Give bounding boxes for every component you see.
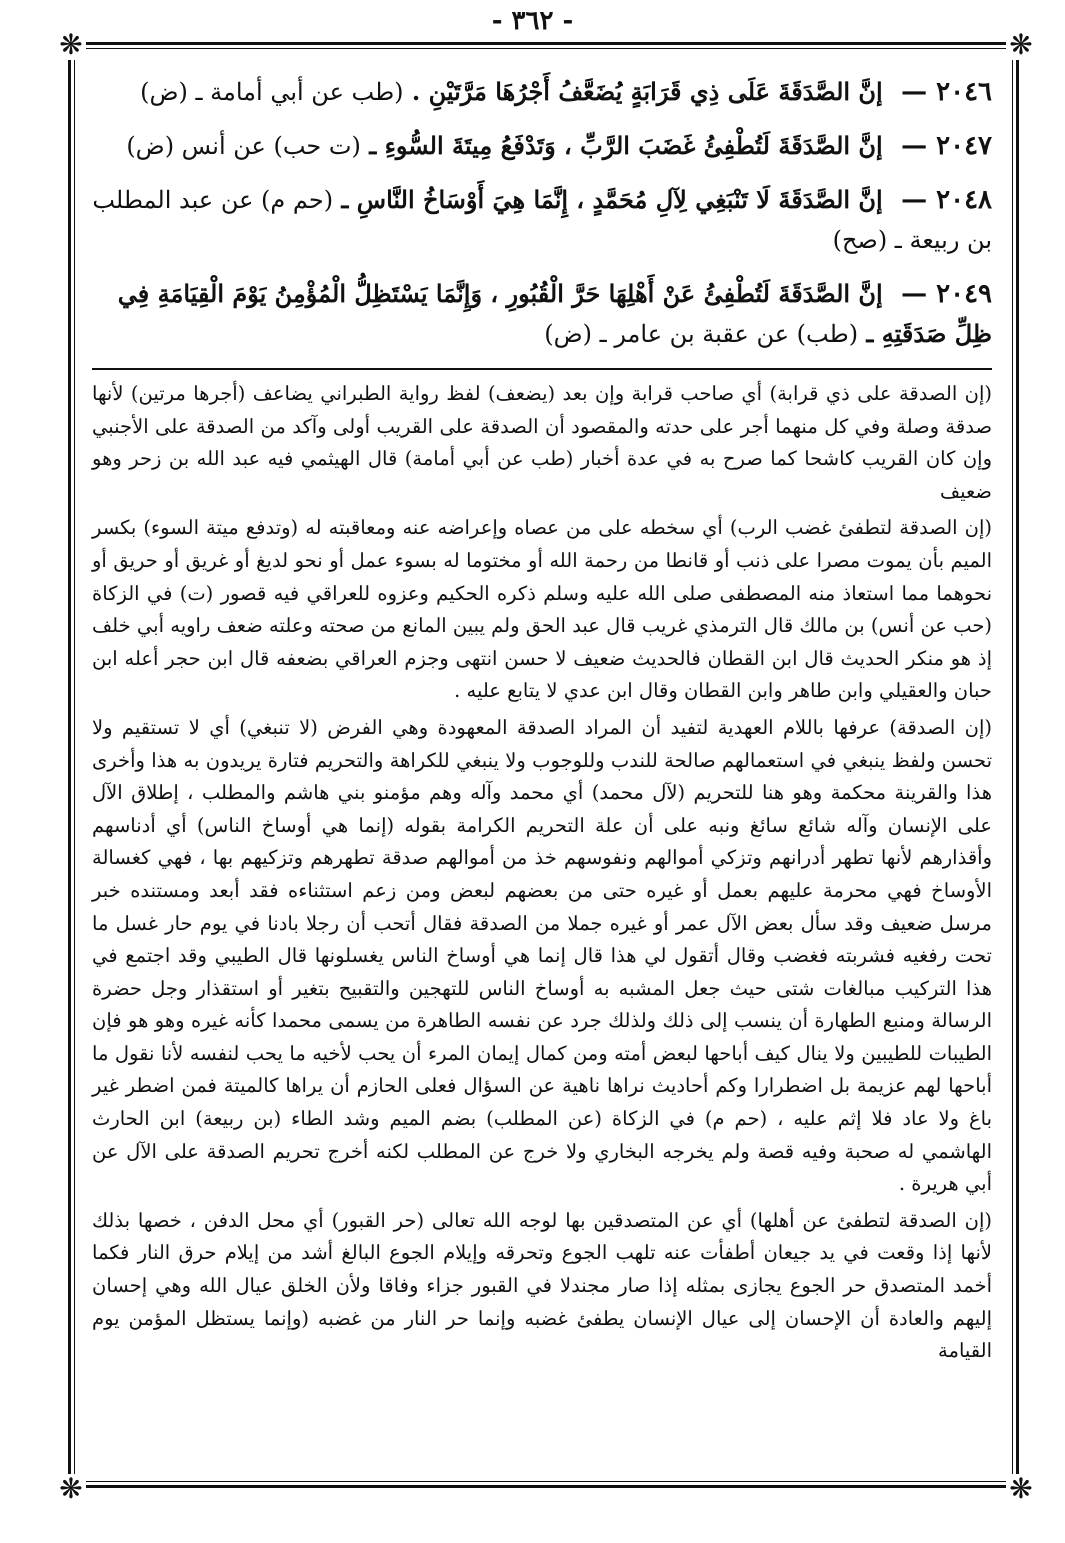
hadith-entry: [92, 126, 992, 166]
hadith-reference: (طب عن أبي أمامة ـ (ض): [140, 78, 404, 106]
page-number: - ٣٦٢ -: [491, 6, 574, 36]
section-divider: [92, 368, 992, 370]
ornament-icon: ❋: [56, 30, 86, 60]
hadith-entry: [92, 72, 992, 112]
hadith-reference: (طب) عن عقبة بن عامر ـ (ض): [544, 320, 859, 348]
ornament-icon: ❋: [1006, 1474, 1036, 1504]
hadith-text: إنَّ الصَّدَقَةَ عَلَى ذِي قَرَابَةٍ يُضَعَّفُ أَجْرُهَا مَرَّتَيْنِ .: [411, 77, 883, 106]
hadith-number: ٢٠٤٩ —: [901, 279, 992, 309]
commentary-paragraph: (إن الصدقة على ذي قرابة) أي صاحب قرابة وإن بعد (يضعف) لفظ رواية الطبراني يضاعف (أجرها مرتين) لأنها صدقة وصلة وفي كل منهما أجر على حدته والمقصود أن الصدقة على القريب أولى وآكد من الصدقة على الأجنبي وإن كان القريب كاشحا كما صرح به في عدة أخبار (طب عن أبي أمامة) قال الهيثمي فيه عبد الله بن زحر وهو ضعيف: [92, 382, 992, 503]
ornament-icon: ❋: [56, 1474, 86, 1504]
hadith-text: إنَّ الصَّدَقَةَ لَا تَنْبَغِي لِآلِ مُحَمَّدٍ ، إِنَّمَا هِيَ أَوْسَاخُ النَّاسِ ـ: [341, 185, 883, 214]
commentary-paragraph: (إن الصدقة لتطفئ غضب الرب) أي سخطه على من عصاه وإعراضه عنه ومعاقبته له (وتدفع ميتة السوء) بكسر الميم بأن يموت مصرا على ذنب أو قانطا من رحمة الله أو مختوما له بسوء عمل أو نحو لديغ أو غريق أو حريق أو نحوهما مما استعاذ منه المصطفى صلى الله عليه وسلم ذكره الحكيم وعزوه للعراقي فيه قصور (ت) في الزكاة (حب عن أنس) بن مالك قال الترمذي غريب قال عبد الحق ولم يبين المانع من صحته وعلته ضعف راويه أبي خلف إذ هو منكر الحديث قال ابن القطان فالحديث ضعيف لا حسن انتهى وجزم العراقي بضعفه قال ابن حجر أعله ابن حبان والعقيلي وابن طاهر وابن القطان وقال ابن عدي لا يتابع عليه .: [92, 516, 992, 703]
hadith-number: ٢٠٤٦ —: [901, 77, 992, 107]
commentary-paragraph: (إن الصدقة لتطفئ عن أهلها) أي عن المتصدقين بها لوجه الله تعالى (حر القبور) أي محل الدفن ، خصها بذلك لأنها إذا وقعت في يد جيعان أطفأت عنه تلهب الجوع وتحرقه وإيلام الجوع البالغ أشد من إيلام حرق النار فكما أخمد المتصدق حر الجوع يجازى بمثله إذا صار مجندلا في القبور جزاء وفاقا ولأن الخلق عيال الله وهي إحسان إليهم والعادة أن الإحسان إلى عيال الإنسان يطفئ غضبه وإنما حر النار من غضبه (وإنما يستظل المؤمن يوم القيامة: [92, 1208, 992, 1363]
commentary-section: [92, 378, 992, 1368]
ornament-icon: ❋: [1006, 30, 1036, 60]
hadith-number: ٢٠٤٨ —: [901, 185, 992, 215]
hadith-entry: [92, 180, 992, 260]
hadith-text: إنَّ الصَّدَقَةَ لَتُطْفِئُ غَضَبَ الرَّبِّ ، وَتَدْفَعُ مِيتَةَ السُّوءِ ـ: [369, 131, 883, 160]
hadith-entry: [92, 274, 992, 354]
hadith-reference: (ت حب) عن أنس (ض): [126, 132, 361, 160]
page-content: [92, 72, 992, 1372]
hadith-text: إنَّ الصَّدَقَةَ لَتُطْفِئُ عَنْ أَهْلِهَا حَرَّ الْقُبُورِ ، وَإِنَّمَا يَسْتَظِلُّ الْمُؤْمِنُ يَوْمَ الْقِيَامَةِ فِي ظِلِّ صَدَقَتِهِ ـ: [117, 279, 992, 348]
hadith-reference: (حم م) عن عبد المطلب بن ربيعة ـ (صح): [92, 186, 992, 254]
commentary-paragraph: (إن الصدقة) عرفها باللام العهدية لتفيد أن المراد الصدقة المعهودة وهي الفرض (لا تنبغي) أي لا تستقيم ولا تحسن ولفظ ينبغي في استعمالهم صالحة للندب وللوجوب ولا ينبغي للكراهة والتحريم فتارة يريدون به هذا وأخرى هذا والقرينة محكمة وهو هنا للتحريم (لآل محمد) أي محمد وآله وهم مؤمنو بني هاشم والمطلب ، إطلاق الآل على الإنسان وآله شائع سائغ ونبه على أن علة التحريم الكرامة بقوله (إنما هي أوساخ الناس) أي أدناسهم وأقذارهم لأنها تطهر أدرانهم وتزكي أموالهم ونفوسهم خذ من أموالهم صدقة تطهرهم وتزكيهم بها ، فهي كغسالة الأوساخ فهي محرمة عليهم بعمل أو غيره حتى من بعضهم لبعض ومن زعم استثناءه فقد أبعد ومستنده خبر مرسل ضعيف وقد سأل بعض الآل عمر أو غيره جملا من الصدقة فقال أتحب أن رجلا بادنا في يوم حار غسل ما تحت رفغيه فشربته فغضب وقال أتقول لي هذا قال إنما هي أوساخ الناس يغسلونها قال الطيبي وقد اجتمع في هذا التركيب مبالغات شتى حيث جعل المشبه به أوساخ الناس للتهجين والتقبيح بتغير أو استقذار وجل حضرة الرسالة ومنبع الطهارة أن ينسب إلى ذلك ولذلك جرد عن نفسه الطاهرة من يسمى محمدا كأنه غيره وهو هو فإن الطيبات للطيبين ولا ينال كيف أباحها لبعض أمته ومن كمال إيمان المرء أن يحب لأخيه ما يحب لنفسه لأنا نقول ما أباحها لهم عزيمة بل اضطرارا وكم أحاديث نراها ناهية عن السؤال فعلى الحازم أن يراها كالميتة فمن اضطر غير باغ ولا عاد فلا إثم عليه ، (حم م) في الزكاة (عن المطلب) بضم الميم وشد الطاء (بن ربيعة) ابن الحارث الهاشمي له صحبة وفيه قصة ولم يخرجه البخاري ولا خرج عن المطلب لكنه أخرج تحريم الصدقة على الآل عن أبي هريرة .: [92, 715, 992, 1196]
hadith-number: ٢٠٤٧ —: [901, 131, 992, 161]
